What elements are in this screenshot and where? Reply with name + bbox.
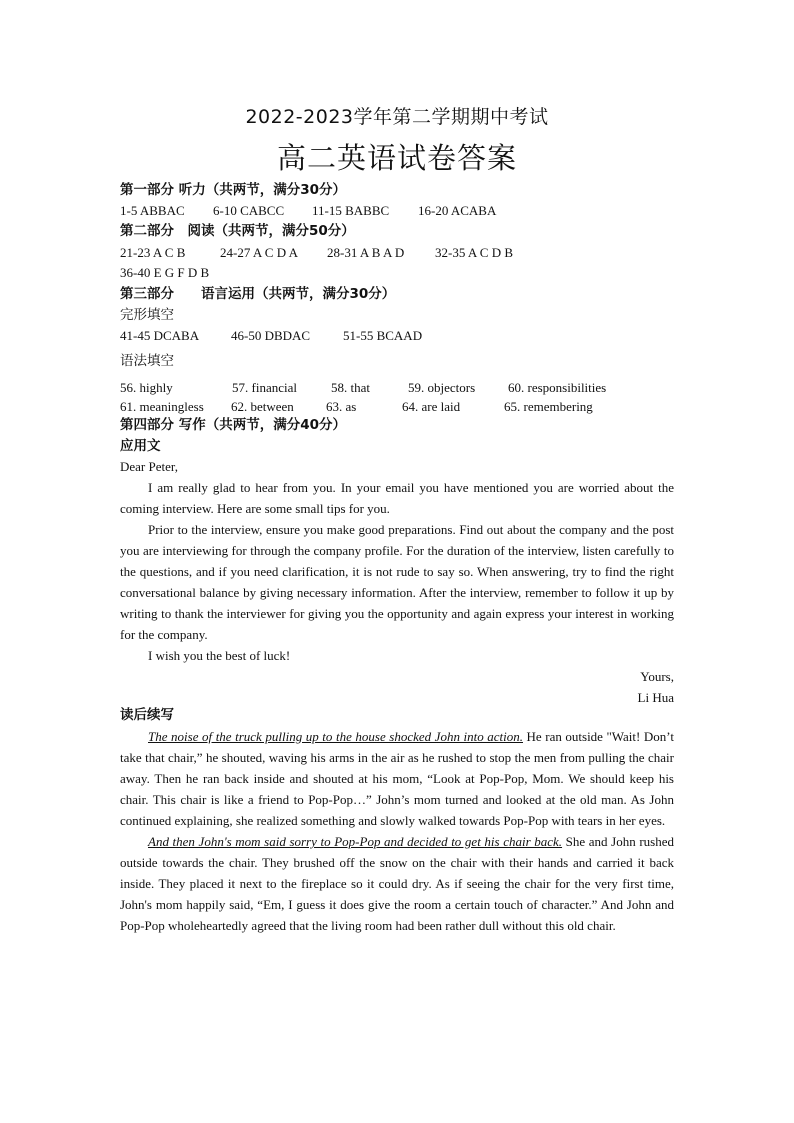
answer-group: 11-15 BABBC: [312, 203, 390, 218]
letter: [120, 456, 674, 708]
answer-item: 62. between: [231, 399, 294, 414]
part4-heading: 第四部分 写作（共两节，满分40分）: [120, 417, 346, 433]
answer-group: 21-23 A C B: [120, 245, 186, 260]
answer-item: 60. responsibilities: [508, 380, 607, 395]
grammar-answers-row1: [120, 379, 680, 397]
part2-heading: 第二部分 阅读（共两节，满分50分）: [120, 223, 355, 239]
answer-group: 24-27 A C D A: [220, 245, 299, 260]
cloze-answers: [120, 327, 680, 345]
story: [120, 726, 674, 936]
story-paragraph: [120, 726, 674, 831]
answer-group: 51-55 BCAAD: [343, 328, 423, 343]
answer-item: 65. remembering: [504, 399, 593, 414]
answer-item: 56. highly: [120, 380, 173, 395]
answer-group: 6-10 CABCC: [213, 203, 285, 218]
answer-group: 36-40 E G F D B: [120, 265, 210, 280]
letter-paragraph: Prior to the interview, ensure you make good preparations. Find out about the company and the post you are interviewing for through the company profile. For the duration of the interview, listen carefully to the questions, and if you need clarification, it is not rude to say so. When answering, try to find the right conversational balance by giving necessary information. After the interview, remember to follow it up by writing to thank the interviewer for giving you the opportunity and again express your interest in working for the company.: [120, 522, 674, 642]
letter-salutation: Dear Peter,: [120, 459, 178, 474]
part3-heading: 第三部分 语言运用（共两节，满分30分）: [120, 286, 396, 302]
story-lead-sentence: The noise of the truck pulling up to the house shocked John into action.: [148, 729, 523, 744]
part1-answers: [120, 202, 680, 220]
cloze-label: 完形填空: [120, 307, 174, 323]
story-body: He ran outside "Wait! Don’t take that chair,” he shouted, waving his arms in the air as he rushed to stop the men from pulling the chair away. Then he ran back inside and shouted at his mom, “Look at Pop-Pop, Mom. We should keep his chair. This chair is like a friend to Pop-Pop…” John’s mom turned and looked at the old man. As John continued explaining, she realized something and slowly walked towards Pop-Pop with tears in her eyes.: [120, 729, 674, 828]
answer-group: 1-5 ABBAC: [120, 203, 185, 218]
answer-item: 63. as: [326, 399, 357, 414]
story-paragraph: [120, 831, 674, 936]
continuation-writing-label: 读后续写: [120, 707, 174, 723]
answer-item: 64. are laid: [402, 399, 461, 414]
answer-group: 28-31 A B A D: [327, 245, 405, 260]
letter-paragraph: I wish you the best of luck!: [148, 648, 291, 663]
story-body: She and John rushed outside towards the chair. They brushed off the snow on the chair with their hands and carried it back inside. They placed it next to the fireplace so it could dry. As if seeing the chair for the very first time, John's mom happily said, “Em, I guess it does give the room a certain touch of character.” And John and Pop-Pop wholeheartedly agreed that the living room had been rather dull without this old chair.: [120, 834, 674, 933]
answer-item: 57. financial: [232, 380, 297, 395]
story-lead-sentence: And then John's mom said sorry to Pop-Pop and decided to get his chair back.: [148, 834, 563, 849]
part2-answers-row1: [120, 244, 680, 262]
grammar-label: 语法填空: [120, 353, 174, 369]
answer-group: 46-50 DBDAC: [231, 328, 311, 343]
letter-paragraph: I am really glad to hear from you. In your email you have mentioned you are worried about the coming interview. Here are some small tips for you.: [120, 480, 674, 516]
document-title: 高二英语试卷答案: [276, 141, 517, 175]
letter-signature: Li Hua: [637, 690, 674, 705]
answer-item: 61. meaningless: [120, 399, 204, 414]
answer-group: 16-20 ACABA: [418, 203, 497, 218]
letter-closing: Yours,: [640, 669, 674, 684]
answer-group: 41-45 DCABA: [120, 328, 200, 343]
exam-title: 2022-2023学年第二学期期中考试: [245, 106, 549, 128]
answer-group: 32-35 A C D B: [435, 245, 514, 260]
part1-heading: 第一部分 听力（共两节，满分30分）: [120, 182, 346, 198]
applied-writing-label: 应用文: [120, 438, 161, 454]
answer-item: 59. objectors: [408, 380, 476, 395]
grammar-answers-row2: [120, 398, 680, 416]
answer-item: 58. that: [331, 380, 370, 395]
